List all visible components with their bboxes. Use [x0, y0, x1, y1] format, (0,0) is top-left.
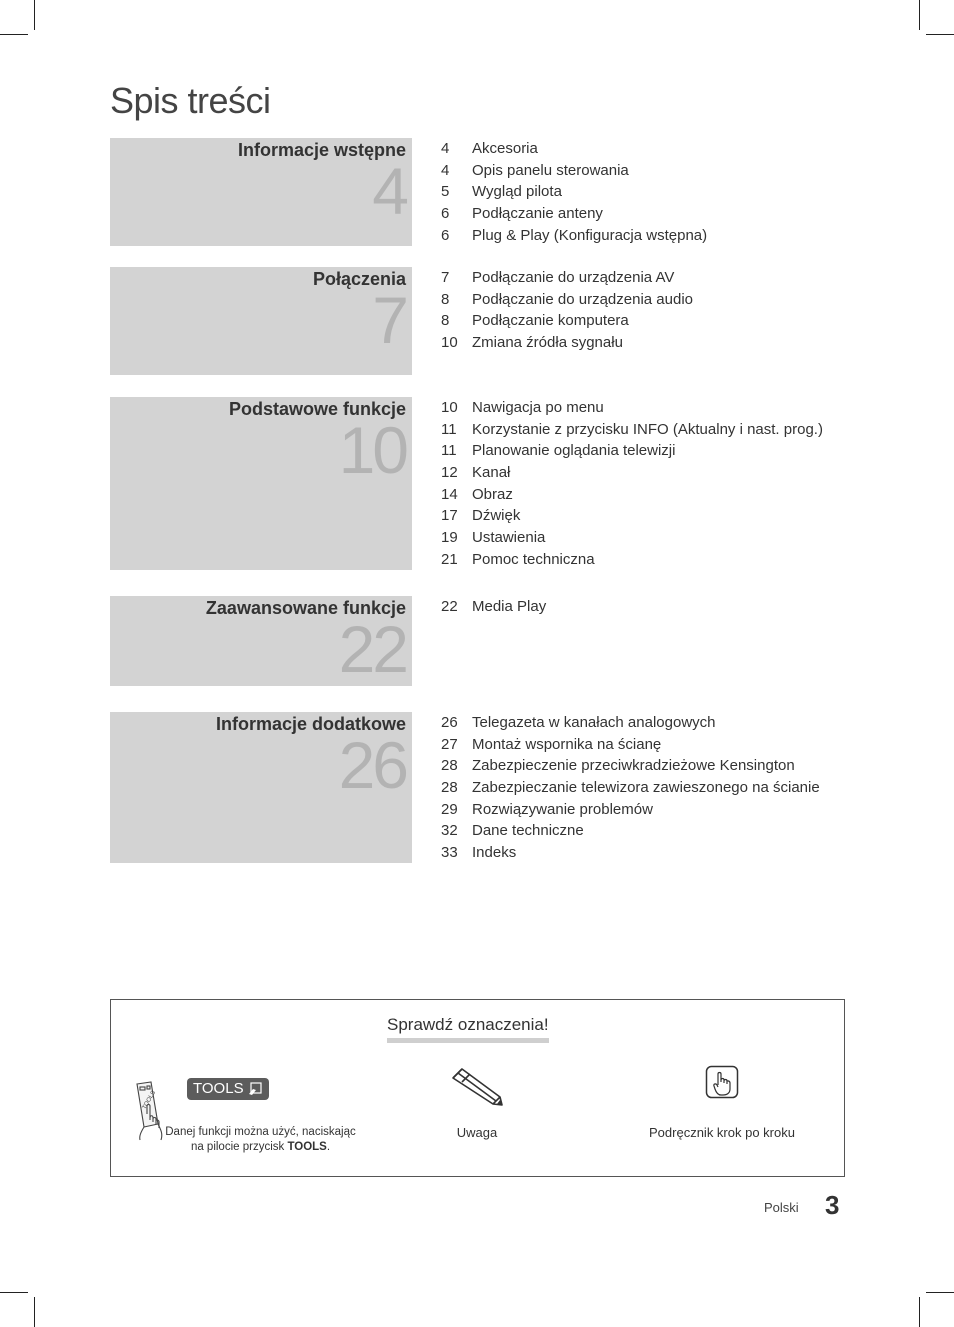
- toc-page-number: 22: [441, 598, 458, 615]
- toc-entry-text: Podłączanie anteny: [472, 205, 603, 223]
- toc-page-number: 32: [441, 822, 458, 840]
- toc-item[interactable]: [441, 440, 823, 462]
- tools-badge-label: TOOLS: [193, 1080, 244, 1097]
- toc-item[interactable]: [441, 842, 820, 864]
- tools-caption-line1: Danej funkcji można użyć, naciskając: [165, 1126, 356, 1138]
- tools-icon: [247, 1082, 263, 1096]
- toc-entry-text: Nawigacja po menu: [472, 399, 604, 416]
- remote-label: TOOLS: [141, 1090, 158, 1111]
- section-title: Informacje dodatkowe: [215, 714, 406, 734]
- toc-list: [441, 267, 693, 354]
- crop-mark: [926, 1292, 954, 1293]
- toc-item[interactable]: [441, 527, 823, 549]
- toc-item[interactable]: [441, 267, 693, 289]
- section-number: 4: [372, 154, 406, 228]
- footer-language: Polski: [764, 1200, 799, 1215]
- toc-item[interactable]: [441, 203, 707, 225]
- toc-page-number: 28: [441, 779, 458, 797]
- toc-entry-text: Rozwiązywanie problemów: [472, 800, 653, 818]
- section-box[interactable]: [110, 712, 412, 863]
- toc-item[interactable]: [441, 549, 823, 571]
- toc-entry-text: Plug & Play (Konfiguracja wstępna): [472, 226, 708, 244]
- toc-entry-text: Obraz: [472, 485, 513, 503]
- toc-page-number: 29: [441, 800, 458, 818]
- toc-item[interactable]: [441, 755, 820, 777]
- toc-page-number: 28: [441, 757, 458, 775]
- tools-badge: [187, 1078, 269, 1100]
- crop-mark: [34, 1297, 35, 1327]
- hand-button-icon: [705, 1065, 739, 1099]
- crop-mark: [0, 34, 28, 35]
- toc-item[interactable]: [441, 462, 823, 484]
- toc-page-number: 21: [441, 550, 458, 568]
- toc-entry-text: Podłączanie komputera: [472, 312, 629, 330]
- toc-entry-text: Pomoc techniczna: [472, 550, 595, 568]
- crop-mark: [0, 1292, 28, 1293]
- toc-item[interactable]: [441, 225, 707, 247]
- pencil-icon: [450, 1064, 506, 1108]
- note-caption: Uwaga: [456, 1125, 498, 1140]
- toc-page-number: 12: [441, 464, 458, 482]
- toc-entry-text: Kanał: [472, 464, 511, 482]
- crop-mark: [919, 0, 920, 30]
- toc-entry-text: Zabezpieczanie telewizora zawieszonego na ścianie: [472, 779, 820, 797]
- toc-page-number: 17: [441, 507, 458, 525]
- section-box[interactable]: [110, 138, 412, 246]
- toc-list: [441, 138, 707, 246]
- toc-entry-text: Zmiana źródła sygnału: [472, 334, 623, 352]
- toc-entry-text: Podłączanie do urządzenia audio: [472, 290, 693, 308]
- toc-page-number: 11: [441, 442, 457, 460]
- toc-item[interactable]: [441, 777, 820, 799]
- section-box[interactable]: [110, 397, 412, 570]
- section-title: Połączenia: [312, 269, 406, 289]
- toc-page-number: 4: [441, 161, 450, 179]
- toc-item[interactable]: [441, 505, 823, 527]
- guide-caption: Podręcznik krok po kroku: [649, 1125, 795, 1140]
- section-number: 10: [338, 413, 406, 487]
- toc-item[interactable]: [441, 734, 820, 756]
- toc-item[interactable]: [441, 799, 820, 821]
- toc-page-number: 7: [441, 269, 450, 286]
- section-title: Zaawansowane funkcje: [205, 598, 406, 618]
- legend-heading: Sprawdź oznaczenia!: [387, 1015, 549, 1043]
- crop-mark: [34, 0, 35, 30]
- toc-item[interactable]: [441, 712, 820, 734]
- toc-entry-text: Ustawienia: [472, 529, 546, 547]
- toc-page-number: 10: [441, 334, 458, 352]
- tools-caption-bold: TOOLS: [287, 1141, 327, 1153]
- toc-item[interactable]: [441, 332, 693, 354]
- toc-page-number: 26: [441, 714, 458, 731]
- toc-item[interactable]: [441, 397, 823, 419]
- toc-entry-text: Zabezpieczenie przeciwkradzieżowe Kensington: [472, 757, 795, 775]
- toc-item[interactable]: [441, 484, 823, 506]
- section-number: 26: [338, 728, 406, 802]
- section-title: Informacje wstępne: [237, 140, 406, 160]
- toc-page-number: 8: [441, 290, 450, 308]
- toc-page-number: 10: [441, 399, 458, 416]
- tools-caption-line2: na pilocie przycisk: [190, 1141, 288, 1153]
- section-box[interactable]: [110, 267, 412, 375]
- toc-entry-text: Dźwięk: [472, 507, 521, 525]
- toc-list: [441, 397, 823, 571]
- toc-item[interactable]: [441, 289, 693, 311]
- page-title: Spis treści: [110, 80, 271, 121]
- toc-item[interactable]: [441, 181, 707, 203]
- toc-item[interactable]: [441, 596, 546, 618]
- toc-page-number: 33: [441, 844, 458, 862]
- toc-entry-text: Korzystanie z przycisku INFO (Aktualny i nast. prog.): [472, 420, 823, 438]
- toc-page-number: 4: [441, 140, 450, 157]
- toc-page-number: 27: [441, 735, 458, 753]
- section-number: 22: [338, 612, 406, 686]
- toc-entry-text: Dane techniczne: [472, 822, 584, 840]
- toc-entry-text: Akcesoria: [472, 140, 538, 157]
- toc-page-number: 11: [441, 420, 457, 438]
- tools-caption-end: .: [326, 1141, 331, 1153]
- toc-page-number: 14: [441, 485, 458, 503]
- toc-item[interactable]: [441, 820, 820, 842]
- toc-entry-text: Planowanie oglądania telewizji: [472, 442, 676, 460]
- toc-list: [441, 596, 546, 618]
- toc-page-number: 19: [441, 529, 458, 547]
- toc-list: [441, 712, 820, 864]
- footer-page-number: 3: [825, 1190, 840, 1220]
- toc-page-number: 8: [441, 312, 450, 330]
- toc-entry-text: Wygląd pilota: [472, 183, 562, 201]
- toc-item[interactable]: [441, 419, 823, 441]
- toc-item[interactable]: [441, 310, 693, 332]
- toc-entry-text: Montaż wspornika na ścianę: [472, 735, 662, 753]
- crop-mark: [919, 1297, 920, 1327]
- section-title: Podstawowe funkcje: [228, 399, 406, 419]
- toc-page-number: 6: [441, 205, 450, 223]
- tools-caption: [163, 1125, 358, 1155]
- legend-box: [110, 999, 845, 1177]
- toc-entry-text: Telegazeta w kanałach analogowych: [472, 714, 716, 731]
- toc-entry-text: Media Play: [472, 598, 547, 615]
- toc-entry-text: Indeks: [472, 844, 517, 862]
- toc-page-number: 5: [441, 183, 450, 201]
- crop-mark: [926, 34, 954, 35]
- toc-page-number: 6: [441, 226, 450, 244]
- section-number: 7: [372, 283, 406, 357]
- toc-item[interactable]: [441, 138, 707, 160]
- toc-entry-text: Podłączanie do urządzenia AV: [472, 269, 675, 286]
- section-box[interactable]: [110, 596, 412, 686]
- toc-item[interactable]: [441, 160, 707, 182]
- toc-entry-text: Opis panelu sterowania: [472, 161, 629, 179]
